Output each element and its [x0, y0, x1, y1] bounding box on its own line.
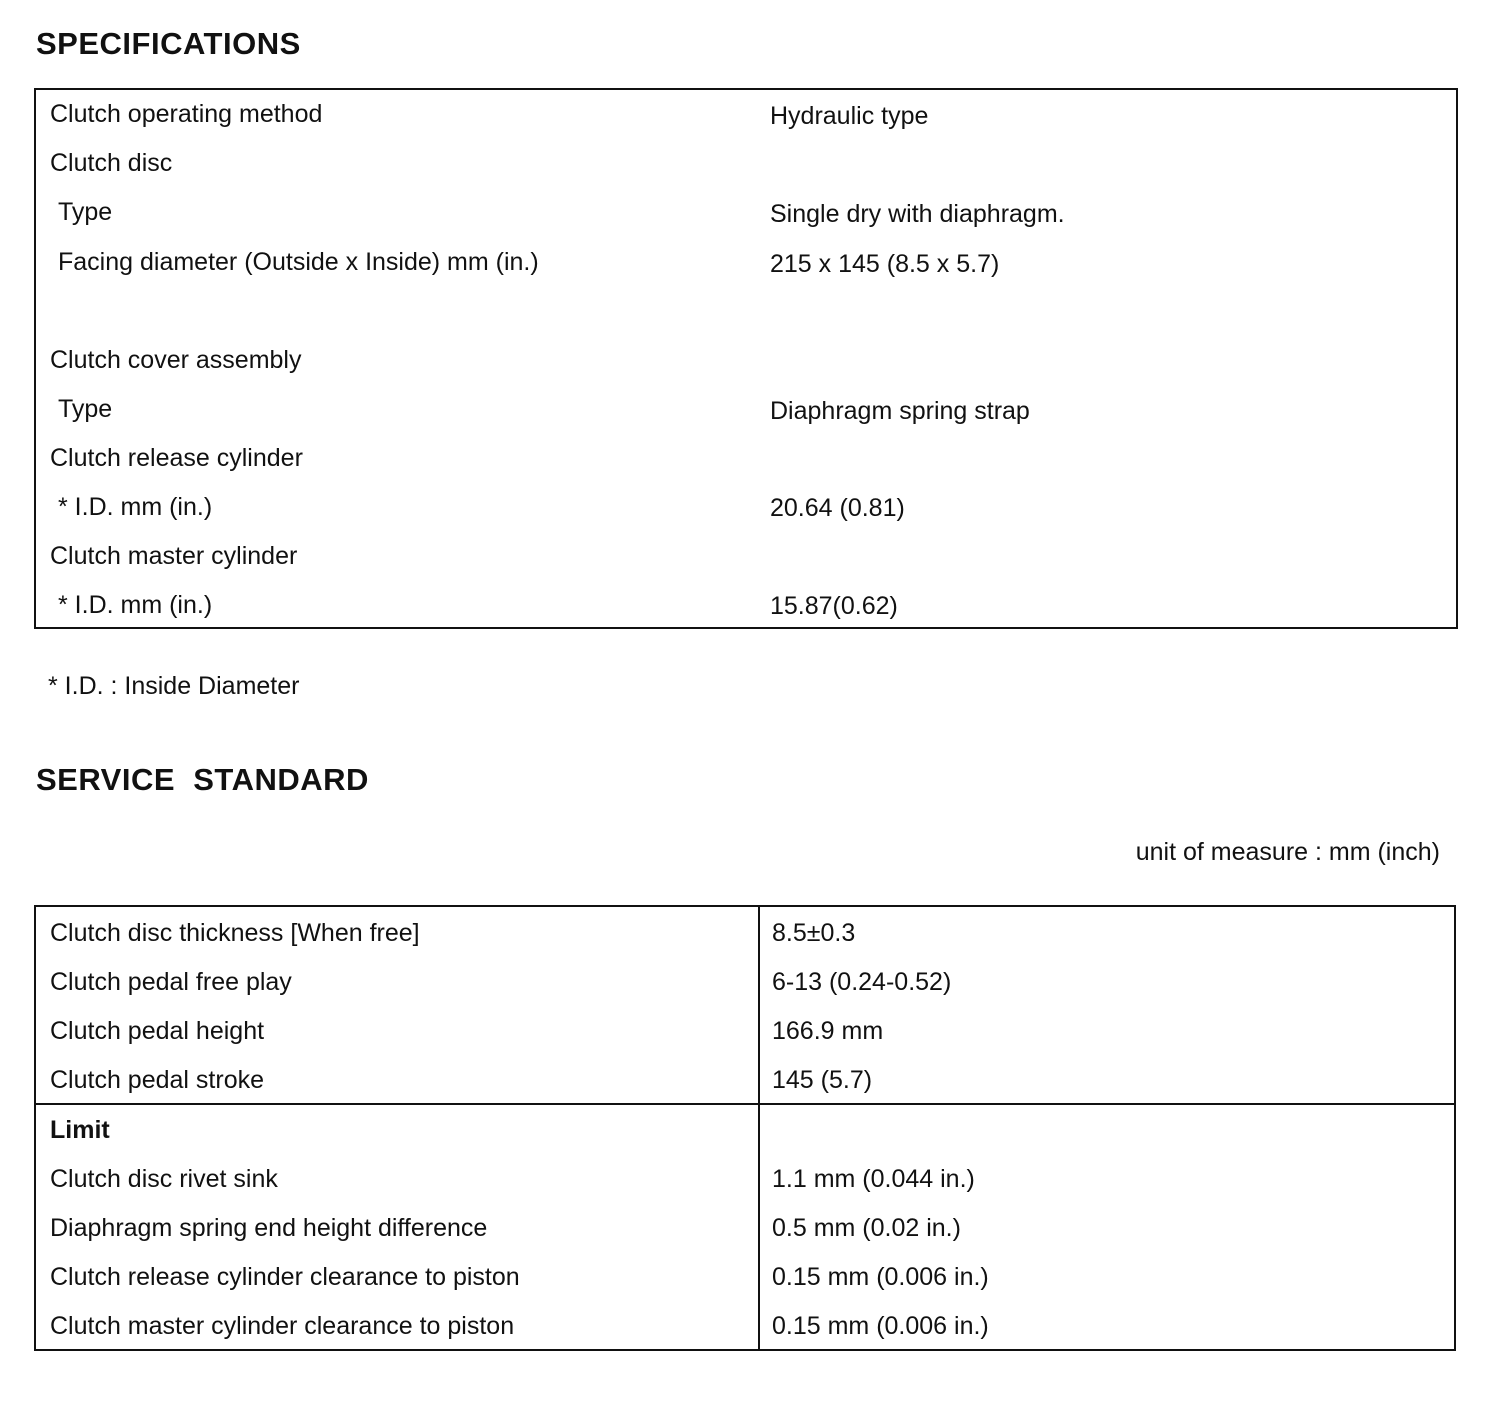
spec-label-facing-diameter: Facing diameter (Outside x Inside) mm (in.)	[58, 248, 539, 276]
column-divider	[758, 907, 760, 1349]
spec-label-master-id: * I.D. mm (in.)	[58, 591, 213, 619]
spec-label-operating-method: Clutch operating method	[50, 100, 323, 128]
spec-value-master-id: 15.87(0.62)	[770, 592, 898, 620]
spec-label-cover-assembly: Clutch cover assembly	[50, 346, 302, 374]
spec-value-operating-method: Hydraulic type	[770, 102, 929, 130]
spec-label-disc-type: Type	[58, 198, 113, 226]
svc-label-pedal-stroke: Clutch pedal stroke	[50, 1066, 265, 1094]
svc-value-release-clearance: 0.15 mm (0.006 in.)	[772, 1263, 989, 1291]
svc-label-master-clearance: Clutch master cylinder clearance to piston	[50, 1312, 515, 1340]
spec-value-release-id: 20.64 (0.81)	[770, 494, 905, 522]
svc-label-disc-thickness: Clutch disc thickness [When free]	[50, 919, 420, 947]
specifications-heading: SPECIFICATIONS	[36, 26, 301, 61]
svc-value-free-play: 6-13 (0.24-0.52)	[772, 968, 952, 996]
svc-value-rivet-sink: 1.1 mm (0.044 in.)	[772, 1165, 975, 1193]
svc-value-diaphragm-height: 0.5 mm (0.02 in.)	[772, 1214, 961, 1242]
spec-value-disc-type: Single dry with diaphragm.	[770, 200, 1065, 228]
svc-label-rivet-sink: Clutch disc rivet sink	[50, 1165, 278, 1193]
spec-footnote: * I.D. : Inside Diameter	[48, 672, 300, 700]
spec-value-cover-type: Diaphragm spring strap	[770, 397, 1030, 425]
spec-value-facing-diameter: 215 x 145 (8.5 x 5.7)	[770, 250, 1000, 278]
spec-label-master-cylinder: Clutch master cylinder	[50, 542, 298, 570]
spec-label-release-cylinder: Clutch release cylinder	[50, 444, 303, 472]
svc-value-disc-thickness: 8.5±0.3	[772, 919, 856, 947]
unit-of-measure-note: unit of measure : mm (inch)	[1135, 838, 1440, 866]
svc-label-diaphragm-height: Diaphragm spring end height difference	[50, 1214, 488, 1242]
svc-label-free-play: Clutch pedal free play	[50, 968, 292, 996]
svc-value-pedal-stroke: 145 (5.7)	[772, 1066, 873, 1094]
spec-label-clutch-disc: Clutch disc	[50, 149, 173, 177]
limit-label: Limit	[50, 1116, 110, 1144]
svc-value-master-clearance: 0.15 mm (0.006 in.)	[772, 1312, 989, 1340]
limit-divider	[36, 1103, 1454, 1105]
svc-label-release-clearance: Clutch release cylinder clearance to piston	[50, 1263, 520, 1291]
service-standard-table	[34, 905, 1456, 1351]
spec-label-cover-type: Type	[58, 395, 113, 423]
svc-label-pedal-height: Clutch pedal height	[50, 1017, 265, 1045]
spec-label-release-id: * I.D. mm (in.)	[58, 493, 213, 521]
svc-value-pedal-height: 166.9 mm	[772, 1017, 884, 1045]
specifications-table	[34, 88, 1458, 629]
service-standard-heading: SERVICE STANDARD	[36, 762, 369, 797]
